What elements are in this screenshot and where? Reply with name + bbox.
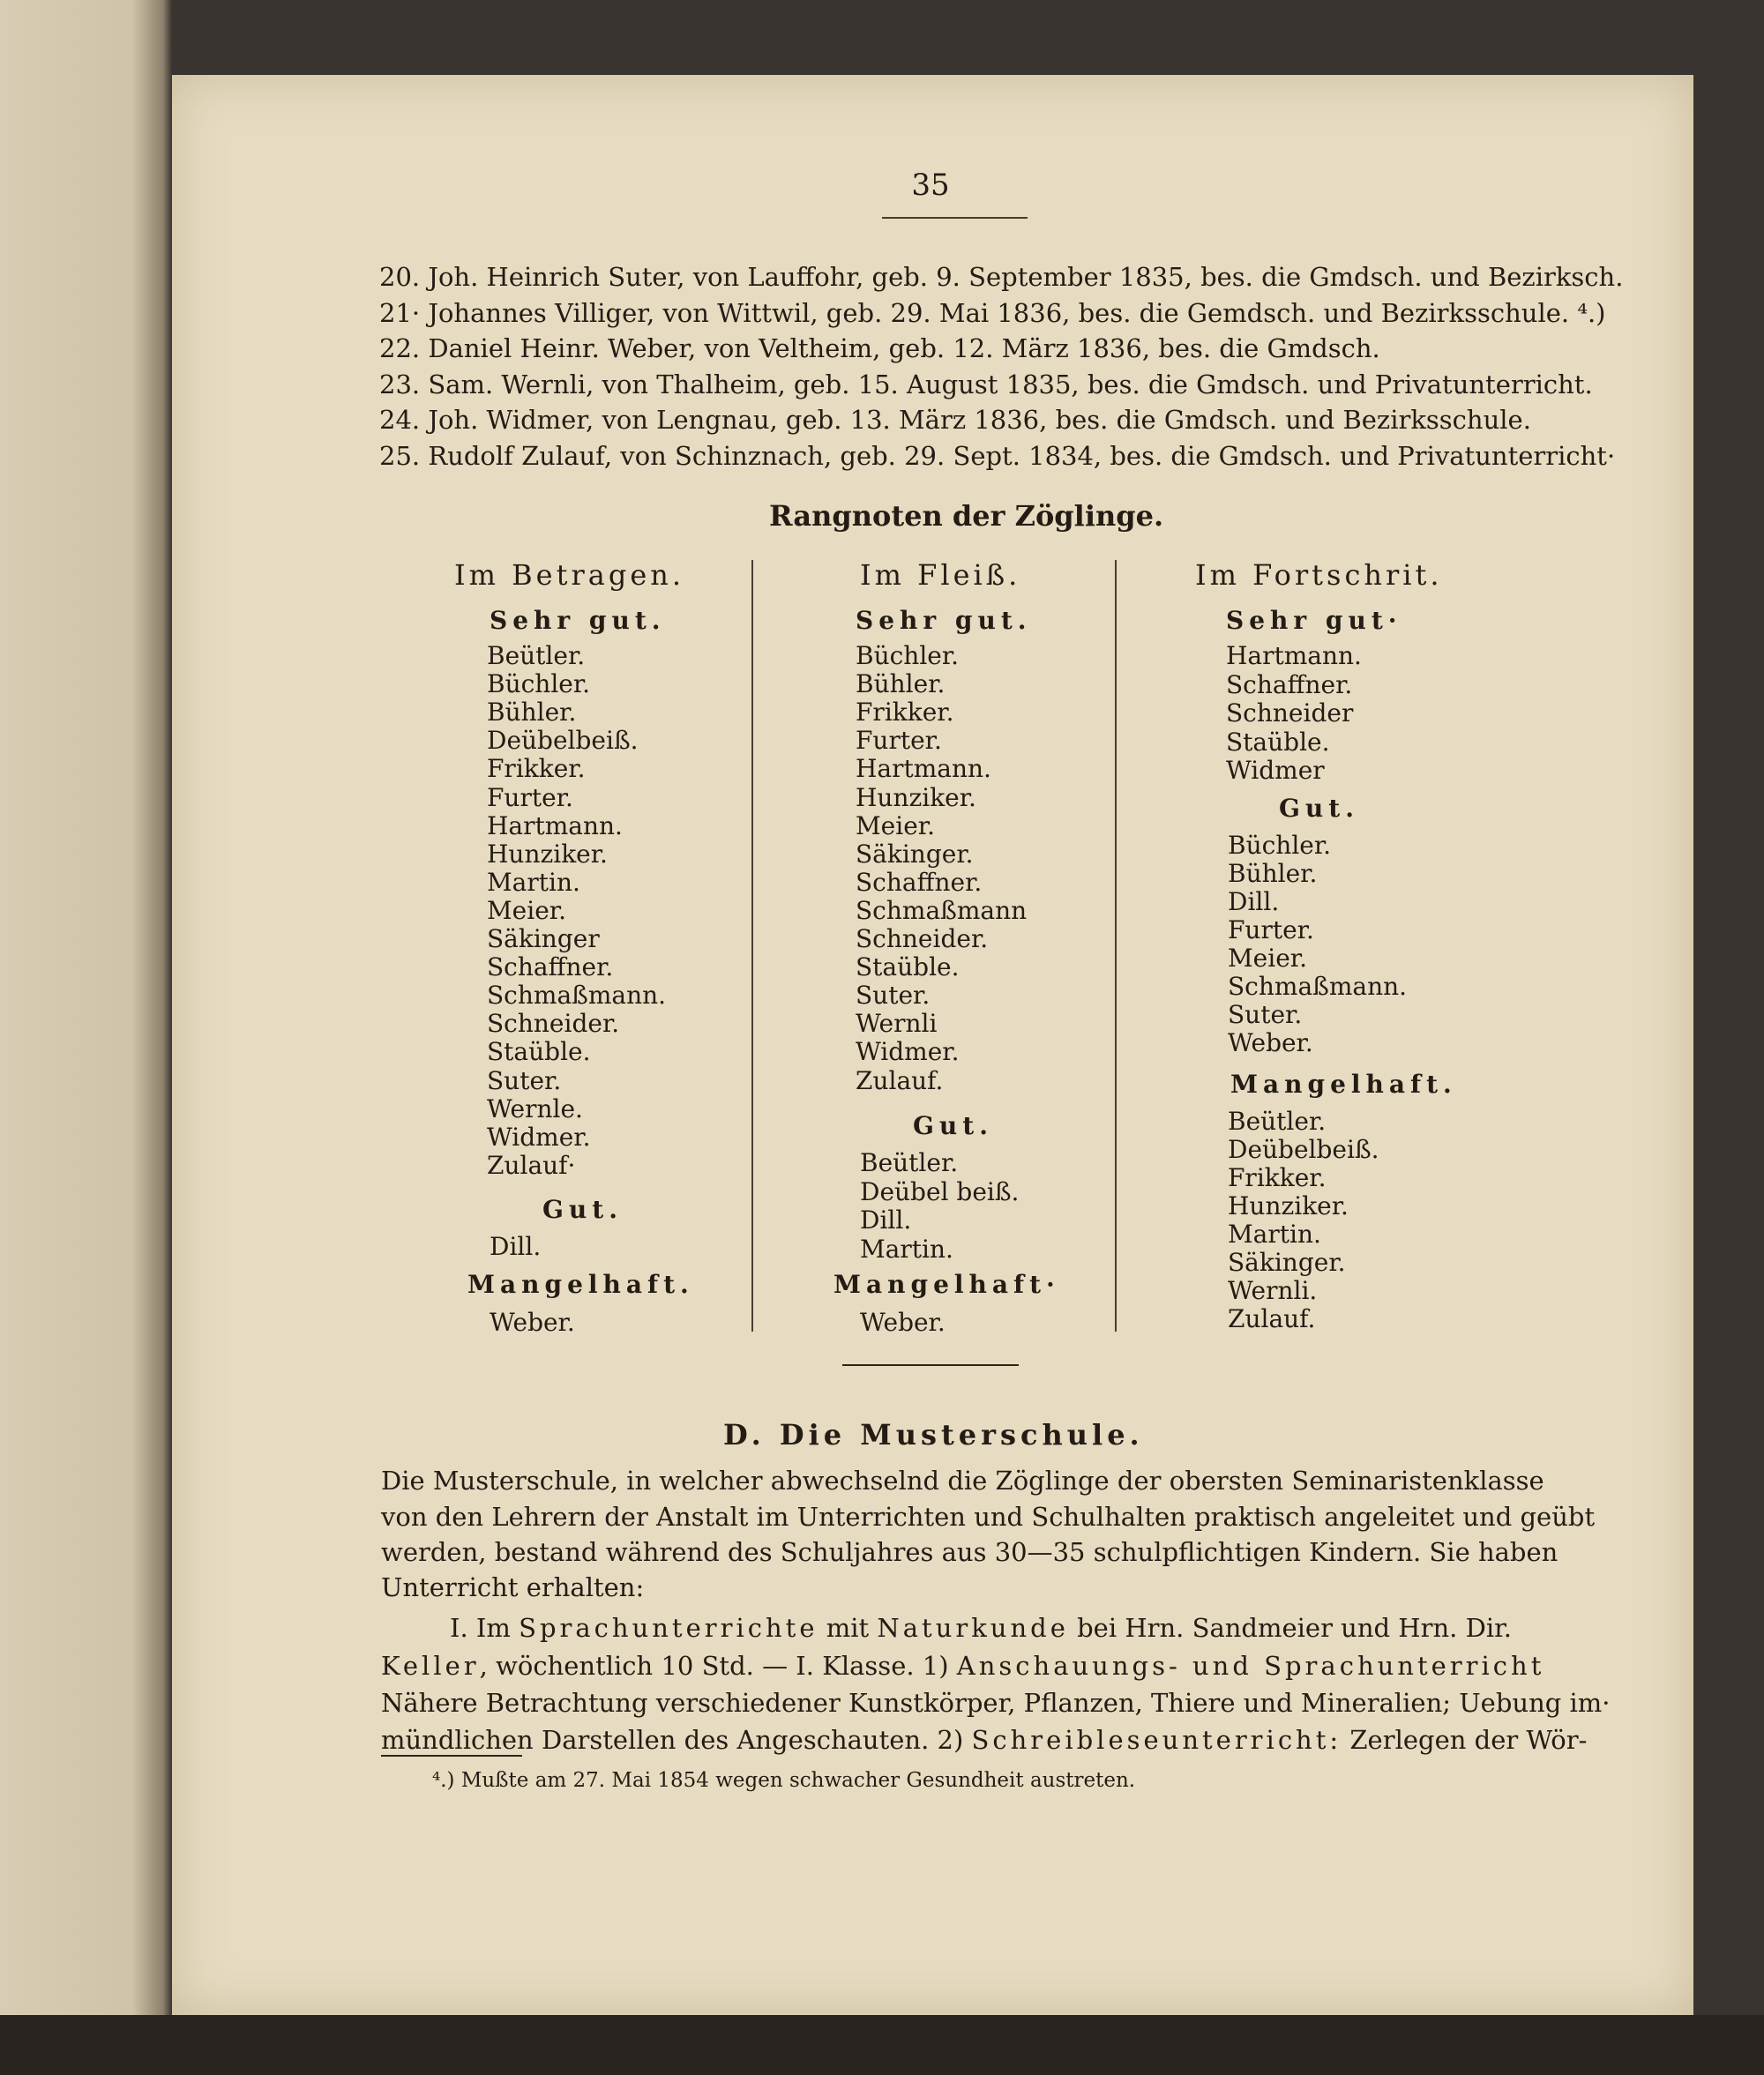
fleiss-sehr-gut-name: Hunziker. <box>856 782 976 812</box>
column-title-betragen: Im Betragen. <box>454 558 685 592</box>
betragen-sehr-gut-name: Widmer. <box>487 1122 591 1152</box>
fleiss-sehr-gut-name: Suter. <box>856 981 931 1011</box>
fortschritt-gut-name: Furter. <box>1228 915 1314 944</box>
betragen-sehr-gut-name: Meier. <box>487 895 566 925</box>
fleiss-gut-name: Martin. <box>860 1234 953 1264</box>
section-para-line-4: Unterricht erhalten: <box>381 1572 645 1602</box>
fortschritt-mangelhaft-name: Deübelbeiß. <box>1228 1135 1379 1164</box>
entry-23: 23. Sam. Wernli, von Thalheim, geb. 15. August 1835, bes. die Gmdsch. und Privatunterricht. <box>379 369 1593 399</box>
betragen-sehr-gut-name: Suter. <box>487 1065 562 1095</box>
betragen-sehr-gut-name: Zulauf· <box>487 1150 576 1180</box>
fleiss-sehr-gut-name: Schaffner. <box>856 867 983 897</box>
section-para-line-1: Die Musterschule, in welcher abwechselnd die Zöglinge der obersten Seminaristenklasse <box>381 1466 1544 1496</box>
fleiss-sehr-gut-name: Furter. <box>856 726 942 756</box>
scan-background-top <box>0 0 1764 75</box>
instruction-line-1 <box>450 1613 1512 1643</box>
fortschritt-mangelhaft-name: Frikker. <box>1228 1163 1327 1192</box>
entry-21: 21· Johannes Villiger, von Wittwil, geb. 29. Mai 1836, bes. die Gemdsch. und Bezirksschule. ⁴.) <box>379 298 1606 328</box>
column-divider-left <box>751 560 753 1332</box>
betragen-sehr-gut-name: Beütler. <box>487 641 586 670</box>
fortschritt-mangelhaft-name: Beütler. <box>1228 1107 1327 1136</box>
fleiss-sehr-gut-name: Säkinger. <box>856 839 974 869</box>
fortschritt-gut-name: Bühler. <box>1228 859 1318 888</box>
betragen-gut-label: Gut. <box>542 1195 623 1224</box>
fleiss-sehr-gut-name: Bühler. <box>856 669 946 699</box>
fortschritt-sehr-gut-name: Schneider <box>1226 698 1354 728</box>
fortschritt-gut-name: Schmaßmann. <box>1228 972 1408 1001</box>
instruction-line-4 <box>381 1725 1587 1755</box>
instruction-term-anschauung: Anschauungs- und Sprachunterricht <box>956 1651 1545 1681</box>
fortschritt-gut-name: Weber. <box>1228 1028 1313 1057</box>
fleiss-gut-name: Deübel beiß. <box>860 1176 1020 1206</box>
instruction-line-1-e: bei Hrn. Sandmeier und Hrn. Dir. <box>1068 1613 1512 1643</box>
fleiss-mangelhaft-name: Weber. <box>860 1308 946 1337</box>
fortschritt-sehr-gut-name: Schaffner. <box>1226 669 1353 699</box>
fortschritt-mangelhaft-name: Säkinger. <box>1228 1248 1346 1277</box>
fleiss-gut-name: Dill. <box>860 1205 912 1235</box>
fortschritt-mangelhaft-name: Hunziker. <box>1228 1191 1349 1220</box>
instruction-line-3: Nähere Betrachtung verschiedener Kunstkörper, Pflanzen, Thiere und Mineralien; Uebung im· <box>381 1688 1611 1718</box>
betragen-sehr-gut-name: Wernle. <box>487 1093 583 1123</box>
column-title-fortschritt: Im Fortschrit. <box>1195 558 1443 592</box>
column-title-fleiss: Im Fleiß. <box>860 558 1021 592</box>
page-number: 35 <box>911 168 950 203</box>
instruction-line-4-a: mündlichen Darstellen des Angeschauten. 2) <box>381 1725 972 1755</box>
betragen-sehr-gut-name: Schneider. <box>487 1009 620 1039</box>
betragen-sehr-gut-label: Sehr gut. <box>490 606 666 635</box>
fortschritt-gut-name: Dill. <box>1228 887 1280 916</box>
fortschritt-sehr-gut-name: Hartmann. <box>1226 641 1362 670</box>
betragen-sehr-gut-name: Schaffner. <box>487 952 614 982</box>
instruction-term-naturkunde: Naturkunde <box>877 1613 1069 1643</box>
instruction-term-keller: Keller <box>381 1651 480 1681</box>
fleiss-sehr-gut-name: Büchler. <box>856 641 960 670</box>
betragen-mangelhaft-name: Weber. <box>490 1308 575 1337</box>
betragen-sehr-gut-name: Hartmann. <box>487 810 623 840</box>
fleiss-sehr-gut-name: Wernli <box>856 1009 938 1039</box>
instruction-line-4-c: Zerlegen der Wör- <box>1342 1725 1588 1755</box>
betragen-sehr-gut-name: Staüble. <box>487 1037 591 1067</box>
scan-background-right <box>1693 0 1764 2075</box>
fleiss-mangelhaft-label: Mangelhaft· <box>833 1270 1060 1299</box>
fortschritt-gut-label: Gut. <box>1279 794 1359 823</box>
fortschritt-sehr-gut-name: Widmer <box>1226 756 1325 785</box>
fleiss-sehr-gut-name: Zulauf. <box>856 1065 944 1095</box>
instruction-line-2 <box>381 1651 1544 1681</box>
fleiss-sehr-gut-name: Widmer. <box>856 1037 960 1067</box>
footnote-rule <box>381 1755 522 1757</box>
section-para-line-2: von den Lehrern der Anstalt im Unterrichten und Schulhalten praktisch angeleitet und geübt <box>381 1502 1596 1532</box>
fleiss-sehr-gut-name: Frikker. <box>856 698 954 728</box>
section-title: D. Die Musterschule. <box>723 1418 1144 1452</box>
instruction-term-schreiblese: Schreibleseunterricht: <box>971 1725 1342 1755</box>
page-number-rule <box>882 217 1028 219</box>
betragen-sehr-gut-name: Schmaßmann. <box>487 981 667 1011</box>
section-para-line-3: werden, bestand während des Schuljahres aus 30—35 schulpflichtigen Kindern. Sie haben <box>381 1537 1558 1567</box>
betragen-sehr-gut-name: Hunziker. <box>487 839 608 869</box>
fortschritt-mangelhaft-name: Martin. <box>1228 1220 1321 1249</box>
betragen-sehr-gut-name: Frikker. <box>487 754 586 784</box>
fleiss-gut-name: Beütler. <box>860 1148 959 1177</box>
fortschritt-mangelhaft-label: Mangelhaft. <box>1230 1070 1457 1099</box>
fortschritt-gut-name: Meier. <box>1228 944 1307 973</box>
section-divider-rule <box>842 1364 1019 1366</box>
fleiss-sehr-gut-name: Schneider. <box>856 924 989 953</box>
fortschritt-mangelhaft-name: Wernli. <box>1228 1276 1318 1305</box>
fortschritt-sehr-gut-label: Sehr gut· <box>1226 606 1402 635</box>
fortschritt-gut-name: Büchler. <box>1228 831 1332 860</box>
ranking-title: Rangnoten der Zöglinge. <box>769 499 1164 533</box>
fortschritt-gut-name: Suter. <box>1228 1000 1303 1029</box>
instruction-line-1-a: I. Im <box>450 1613 519 1643</box>
betragen-sehr-gut-name: Büchler. <box>487 669 591 699</box>
fleiss-sehr-gut-name: Staüble. <box>856 952 960 982</box>
column-divider-right <box>1115 560 1117 1332</box>
betragen-sehr-gut-name: Martin. <box>487 867 580 897</box>
instruction-line-1-c: mit <box>818 1613 878 1643</box>
fortschritt-sehr-gut-name: Staüble. <box>1226 727 1330 757</box>
betragen-mangelhaft-label: Mangelhaft. <box>467 1270 694 1299</box>
scan-background-bottom <box>0 2015 1764 2075</box>
entry-25: 25. Rudolf Zulauf, von Schinznach, geb. 29. Sept. 1834, bes. die Gmdsch. und Privatunterricht· <box>379 441 1616 471</box>
fleiss-gut-label: Gut. <box>913 1111 993 1140</box>
instruction-term-sprachunterricht: Sprachunterrichte <box>519 1613 818 1643</box>
entry-24: 24. Joh. Widmer, von Lengnau, geb. 13. März 1836, bes. die Gmdsch. und Bezirksschule. <box>379 405 1531 435</box>
instruction-line-2-b: , wöchentlich 10 Std. — I. Klasse. 1) <box>479 1651 957 1681</box>
betragen-sehr-gut-name: Bühler. <box>487 698 577 728</box>
book-spine <box>0 0 172 2075</box>
fortschritt-mangelhaft-name: Zulauf. <box>1228 1304 1316 1333</box>
entry-20: 20. Joh. Heinrich Suter, von Lauffohr, geb. 9. September 1835, bes. die Gmdsch. und Bezirksch. <box>379 262 1624 292</box>
fleiss-sehr-gut-name: Hartmann. <box>856 754 991 784</box>
betragen-sehr-gut-name: Säkinger <box>487 924 600 953</box>
entry-22: 22. Daniel Heinr. Weber, von Veltheim, geb. 12. März 1836, bes. die Gmdsch. <box>379 333 1380 363</box>
fleiss-sehr-gut-name: Meier. <box>856 810 935 840</box>
betragen-sehr-gut-name: Furter. <box>487 782 573 812</box>
fleiss-sehr-gut-name: Schmaßmann <box>856 895 1028 925</box>
betragen-gut-name: Dill. <box>490 1232 542 1261</box>
fleiss-sehr-gut-label: Sehr gut. <box>856 606 1032 635</box>
footnote: ⁴.) Mußte am 27. Mai 1854 wegen schwacher Gesundheit austreten. <box>432 1769 1136 1792</box>
betragen-sehr-gut-name: Deübelbeiß. <box>487 726 639 756</box>
